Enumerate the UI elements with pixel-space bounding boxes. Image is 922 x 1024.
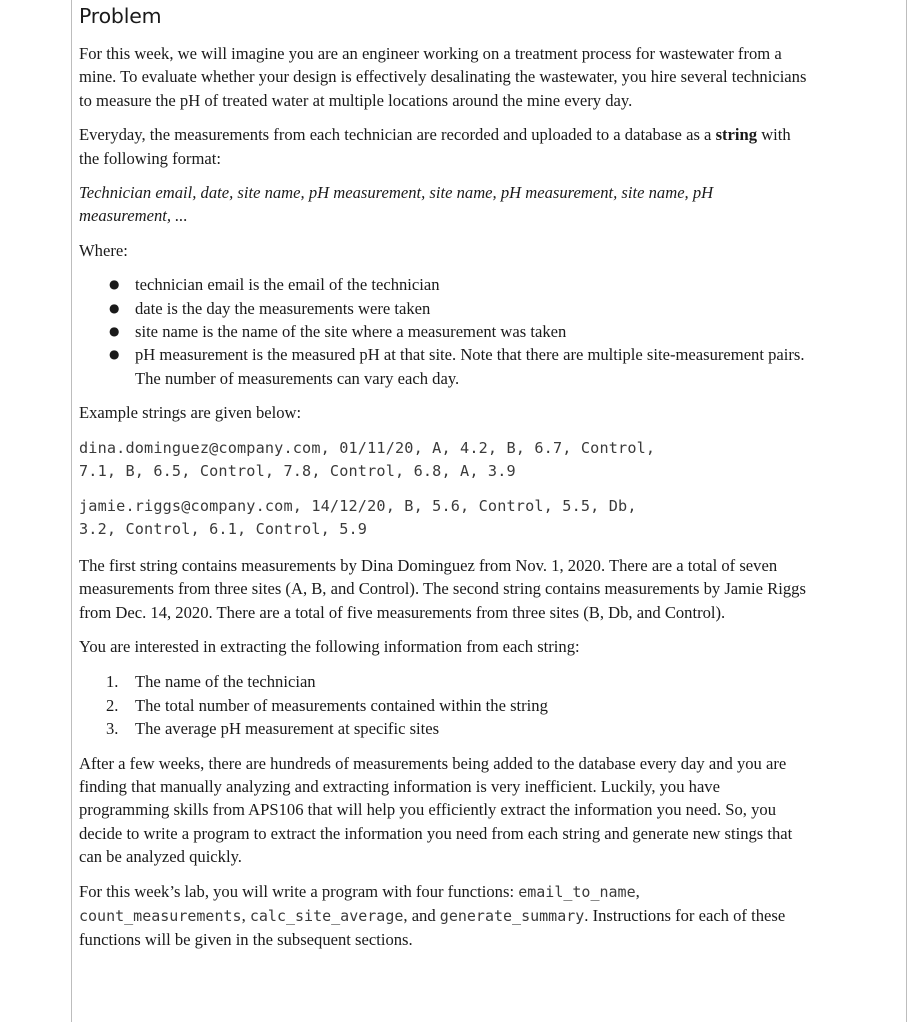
example-string-1 [79,437,809,483]
list-item-text: The total number of measurements contained within the string [135,695,548,715]
list-item [79,320,809,343]
list-item-text: pH measurement is the measured pH at that site. Note that there are multiple site-measurement pairs. The number of measurements can vary each day. [135,345,805,388]
list-number: 3. [106,719,119,739]
bullet-icon: ● [109,347,120,362]
bullet-icon: ● [109,300,120,315]
code-line: 7.1, B, 6.5, Control, 7.8, Control, 6.8, A, 3.9 [79,461,516,480]
function-name: email_to_name [518,882,636,901]
list-item [79,273,809,296]
string-keyword: string [715,125,758,145]
where-label: Where: [79,240,128,260]
list-item [79,297,809,320]
definition-list [79,273,809,390]
code-line: jamie.riggs@company.com, 14/12/20, B, 5.6, Control, 5.5, Db, [79,496,637,515]
function-name: calc_site_average [249,906,404,925]
page-title: Problem [79,4,162,28]
function-name: generate_summary [439,906,585,925]
format-intro-paragraph [79,123,809,170]
info-list [79,670,809,740]
list-item [79,694,809,717]
list-item-text: technician email is the email of the technician [135,275,440,295]
list-item [79,670,809,693]
list-number: 1. [106,672,119,692]
lab-text: , [241,905,250,925]
format-line: Technician email, date, site name, pH measurement, site name, pH measurement, site name, pH measurement, ... [79,183,714,226]
format-intro-text-end: with the following format: [79,125,791,168]
format-intro-text: Everyday, the measurements from each technician are recorded and uploaded to a database as a [79,125,716,145]
list-item-text: date is the day the measurements were taken [135,298,431,318]
example-string-2 [79,495,809,541]
motivation-paragraph: After a few weeks, there are hundreds of measurements being added to the database every day and you are finding that manually analyzing and extracting information is very inefficient. Luckily, you have programming skills from APS106 that will help you efficiently extract the information you need. So, you decide to write a program to extract the information you need from each string and generate new stings that can be analyzed quickly. [79,753,793,867]
bullet-icon: ● [109,277,120,292]
code-line: 3.2, Control, 6.1, Control, 5.9 [79,519,368,538]
list-item-text: The average pH measurement at specific sites [135,719,440,739]
intro-paragraph: For this week, we will imagine you are an engineer working on a treatment process for wastewater from a mine. To evaluate whether your design is effectively desalinating the wastewater, you hire several technicians to measure the pH of treated water at multiple locations around the mine every day. [79,44,807,110]
list-item-text: site name is the name of the site where a measurement was taken [135,322,567,342]
lab-text: . Instructions for each of these functions will be given in the subsequent sections. [79,905,786,950]
explanation-paragraph: The first string contains measurements by Dina Dominguez from Nov. 1, 2020. There are a total of seven measurements from three sites (A, B, and Control). The second string contains measurements by Jamie Riggs from Dec. 14, 2020. There are a total of five measurements from three sites (B, Db, and Control). [79,555,806,622]
list-item [79,717,809,740]
bullet-icon: ● [109,324,120,339]
lab-text: , and [403,905,440,925]
code-line: dina.dominguez@company.com, 01/11/20, A, 4.2, B, 6.7, Control, [79,438,656,457]
list-number: 2. [106,695,119,715]
function-name: count_measurements [79,906,242,925]
lab-text: , [635,881,640,901]
interest-paragraph: You are interested in extracting the following information from each string: [79,636,580,656]
document-body [79,0,809,952]
lab-text: For this week’s lab, you will write a program with four functions: [79,881,519,901]
list-item [79,343,809,390]
example-label: Example strings are given below: [79,403,302,423]
lab-paragraph [79,880,809,952]
list-item-text: The name of the technician [135,672,316,692]
